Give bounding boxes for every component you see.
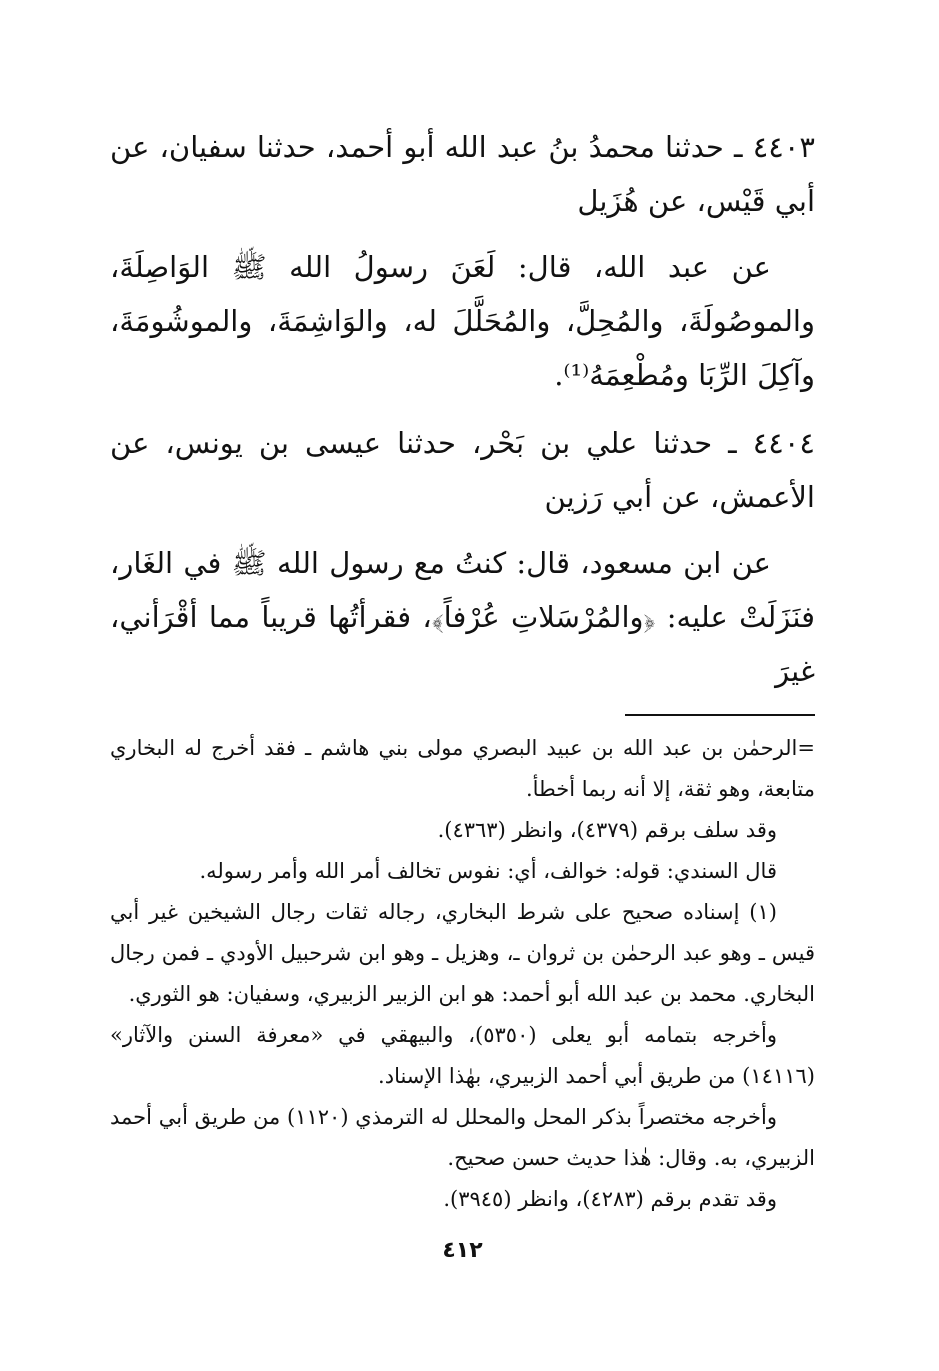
footnote-line: وقد تقدم برقم (٤٢٨٣)، وانظر (٣٩٤٥). — [443, 1187, 777, 1211]
hadith-4404-isnad: ٤٤٠٤ ـ حدثنا علي بن بَحْر، حدثنا عيسى بن يونس، عن الأعمش، عن أبي رَزين — [110, 426, 815, 514]
hadith-4403-matn — [110, 240, 815, 402]
footnote-1: (١) إسناده صحيح على شرط البخاري، رجاله ثقات رجال الشيخين غير أبي قيس ـ وهو عبد الرحمٰن بن ثروان ـ، وهزيل ـ وهو ابن شرحبيل الأودي ـ فمن رجال البخاري. محمد بن عبد الله أبو أحمد: هو ابن الزبير الزبيري، وسفيان: هو الثوري. — [110, 900, 815, 1006]
matn-text: عن عبد الله، قال: لَعَنَ رسولُ الله ﷺ الوَاصِلَةَ، والموصُولَةَ، والمُحِلَّ، والمُحَلَّلَ له، والوَاشِمَةَ، والموشُومَةَ، وآكِلَ الرِّبَا ومُطْعِمَهُ⁽¹⁾. — [110, 250, 815, 392]
footnote-line: وأخرجه بتمامه أبو يعلى (٥٣٥٠)، والبيهقي في «معرفة السنن والآثار» (١٤١١٦) من طريق أبي أحمد الزبيري، بهٰذا الإسناد. — [110, 1023, 815, 1088]
main-text — [110, 120, 815, 698]
matn-text: عن ابن مسعود، قال: كنتُ مع رسول الله ﷺ في الغَار، فنَزَلَتْ عليه: ﴿والمُرْسَلاتِ عُرْفاً﴾، فقرأتُها قريباً مما أقْرَأني، غيرَ — [110, 546, 815, 688]
page-number: ٤١٢ — [442, 1238, 483, 1263]
footnote-line: وأخرجه مختصراً بذكر المحل والمحلل له الترمذي (١١٢٠) من طريق أبي أحمد الزبيري، به. وقال: هٰذا حديث حسن صحيح. — [110, 1105, 815, 1170]
hadith-4404-matn — [110, 536, 815, 698]
footnote-line: وقد سلف برقم (٤٣٧٩)، وانظر (٤٣٦٣). — [437, 818, 777, 842]
footnote-separator — [625, 714, 815, 716]
footnote-line: قال السندي: قوله: خوالف، أي: نفوس تخالف أمر الله وأمر رسوله. — [199, 859, 777, 883]
page-body — [110, 120, 815, 1263]
footnotes — [110, 728, 815, 1220]
hadith-4403-isnad: ٤٤٠٣ ـ حدثنا محمدُ بنُ عبد الله أبو أحمد، حدثنا سفيان، عن أبي قَيْس، عن هُزَيل — [110, 130, 815, 218]
footnote-continuation: =الرحمٰن بن عبد الله بن عبيد البصري مولى بني هاشم ـ فقد أخرج له البخاري متابعة، وهو ثقة، إلا أنه ربما أخطأ. — [110, 736, 815, 801]
